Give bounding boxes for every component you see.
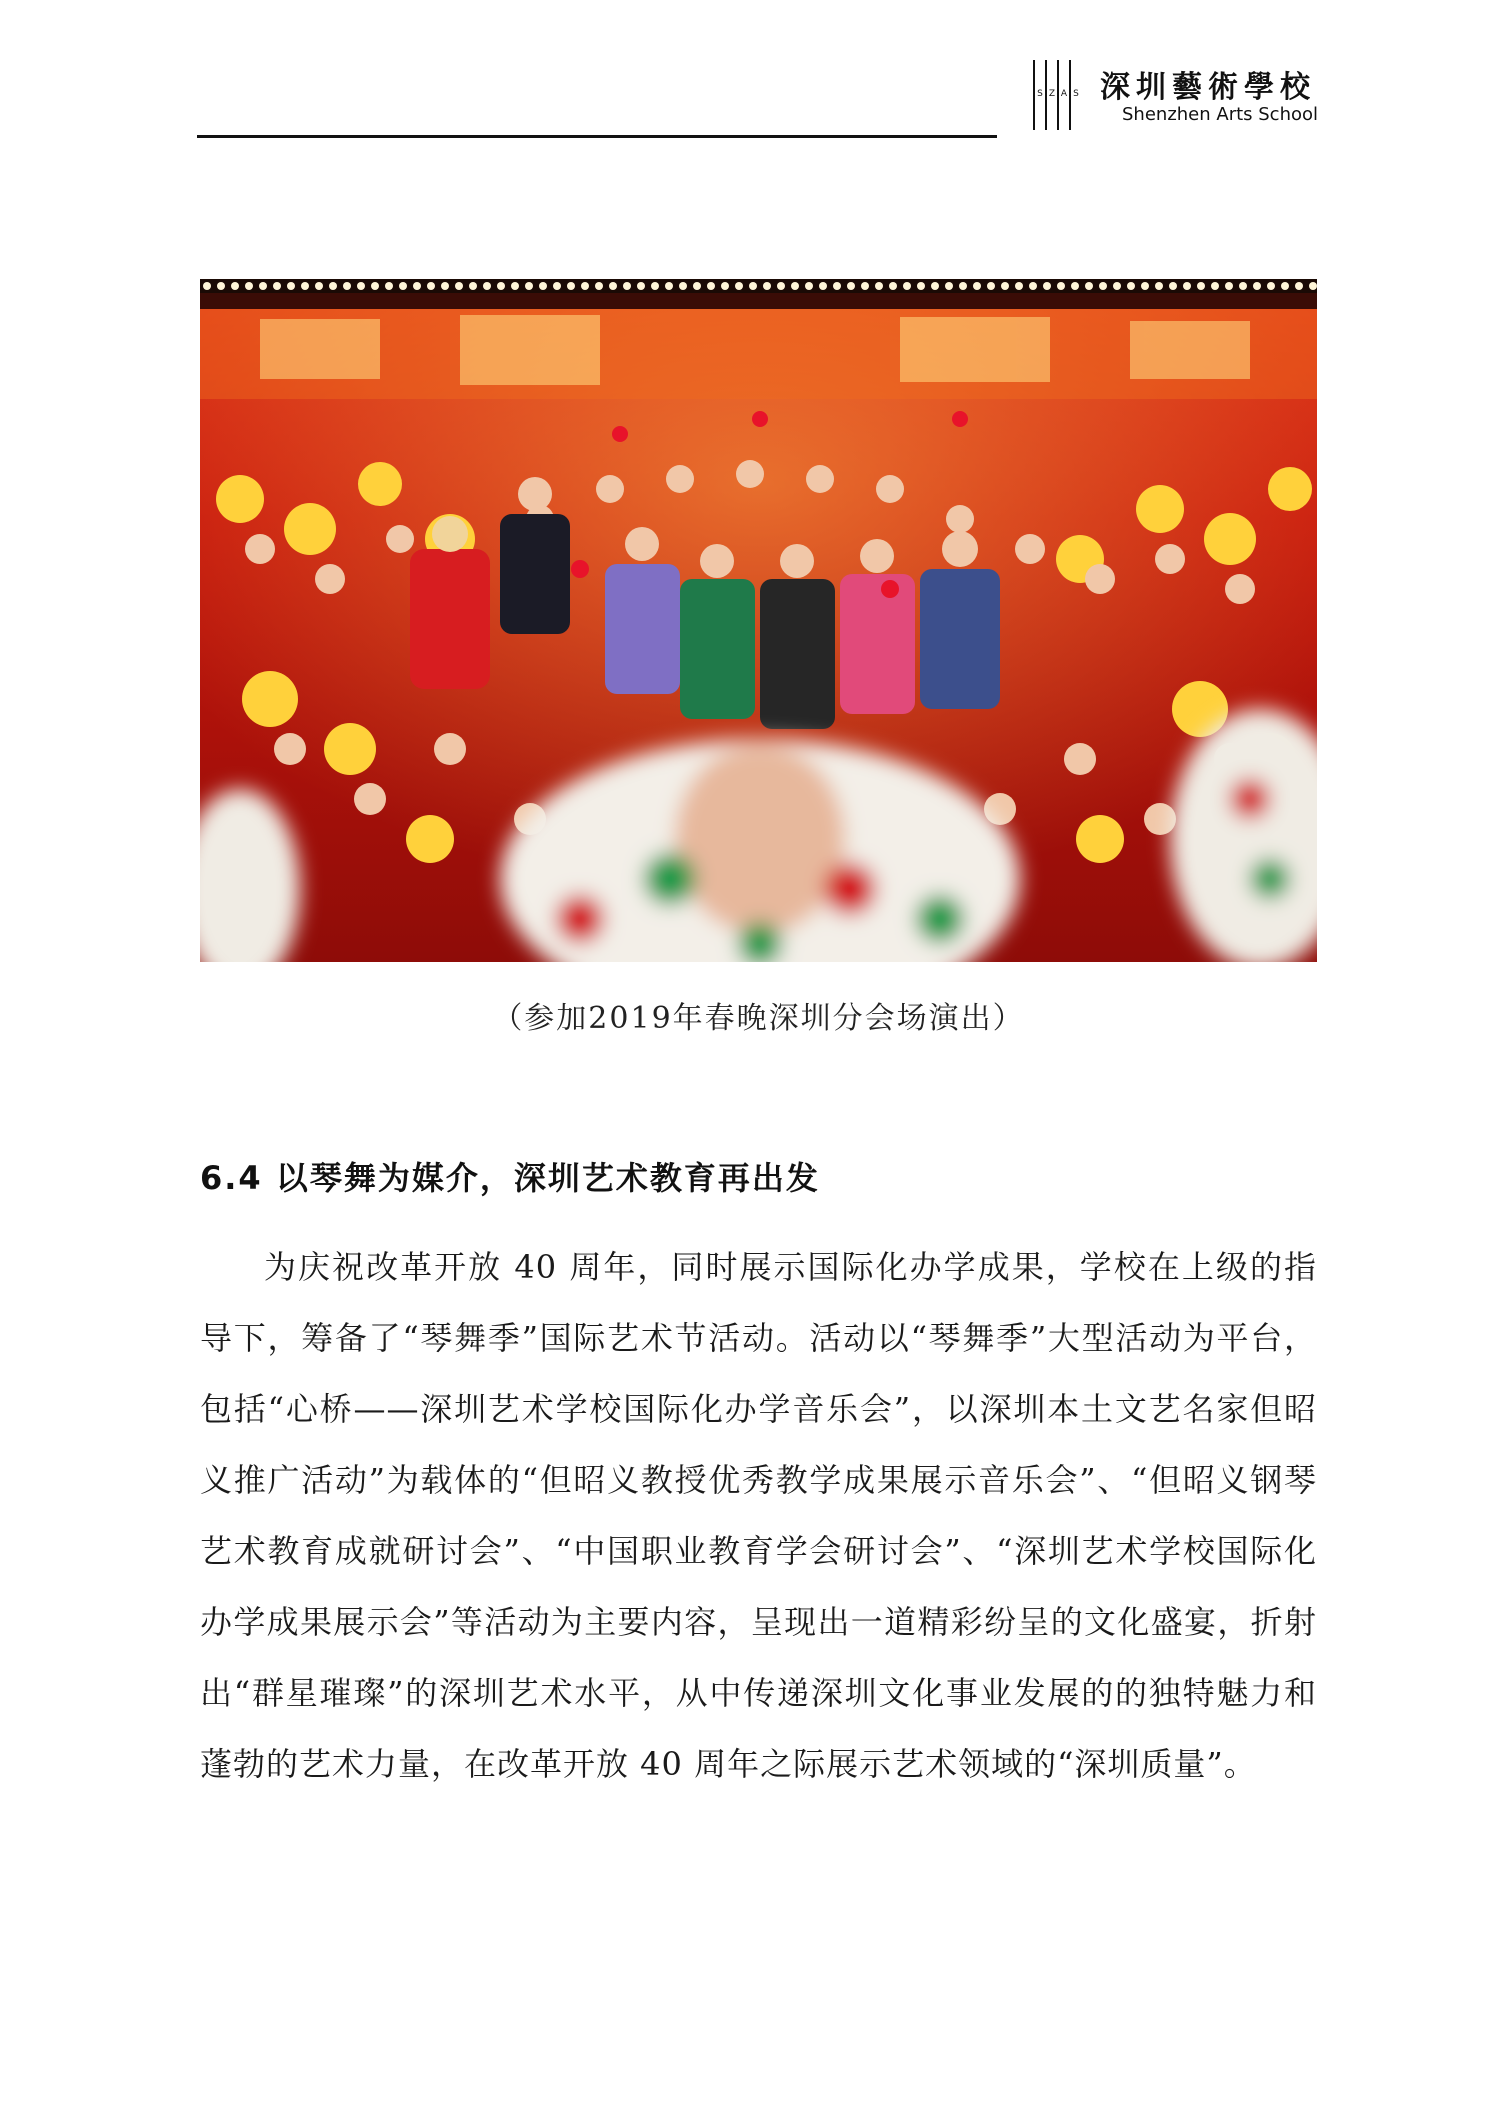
performance-photo-illustration [200,279,1317,962]
school-logo [1030,58,1320,134]
section-heading: 6.4 以琴舞为媒介，深圳艺术教育再出发 [200,1159,820,1197]
logo-mark-icon [1030,60,1080,130]
logo-letter: Z [1048,89,1056,99]
header-rule [197,135,997,138]
logo-name-en: Shenzhen Arts School [1122,104,1319,125]
logo-letter: A [1060,89,1068,99]
logo-name-cn: 深圳藝術學校 [1100,70,1316,105]
body-paragraph: 为庆祝改革开放 40 周年，同时展示国际化办学成果，学校在上级的指导下，筹备了“琴舞季”国际艺术节活动。活动以“琴舞季”大型活动为平台，包括“心桥——深圳艺术学校国际化办学音乐会”，以深圳本土文艺名家但昭义推广活动”为载体的“但昭义教授优秀教学成果展示音乐会”、“但昭义钢琴艺术教育成就研讨会”、“中国职业教育学会研讨会”、“深圳艺术学校国际化办学成果展示会”等活动为主要内容，呈现出一道精彩纷呈的文化盛宴，折射出“群星璀璨”的深圳艺术水平，从中传递深圳文化事业发展的的独特魅力和蓬勃的艺术力量，在改革开放 40 周年之际展示艺术领域的“深圳质量”。 [200,1248,1317,1783]
logo-letter: S [1073,89,1079,99]
performance-photo [200,279,1317,962]
logo-letter: S [1037,89,1043,99]
photo-caption: （参加2019年春晚深圳分会场演出） [492,1001,1025,1036]
